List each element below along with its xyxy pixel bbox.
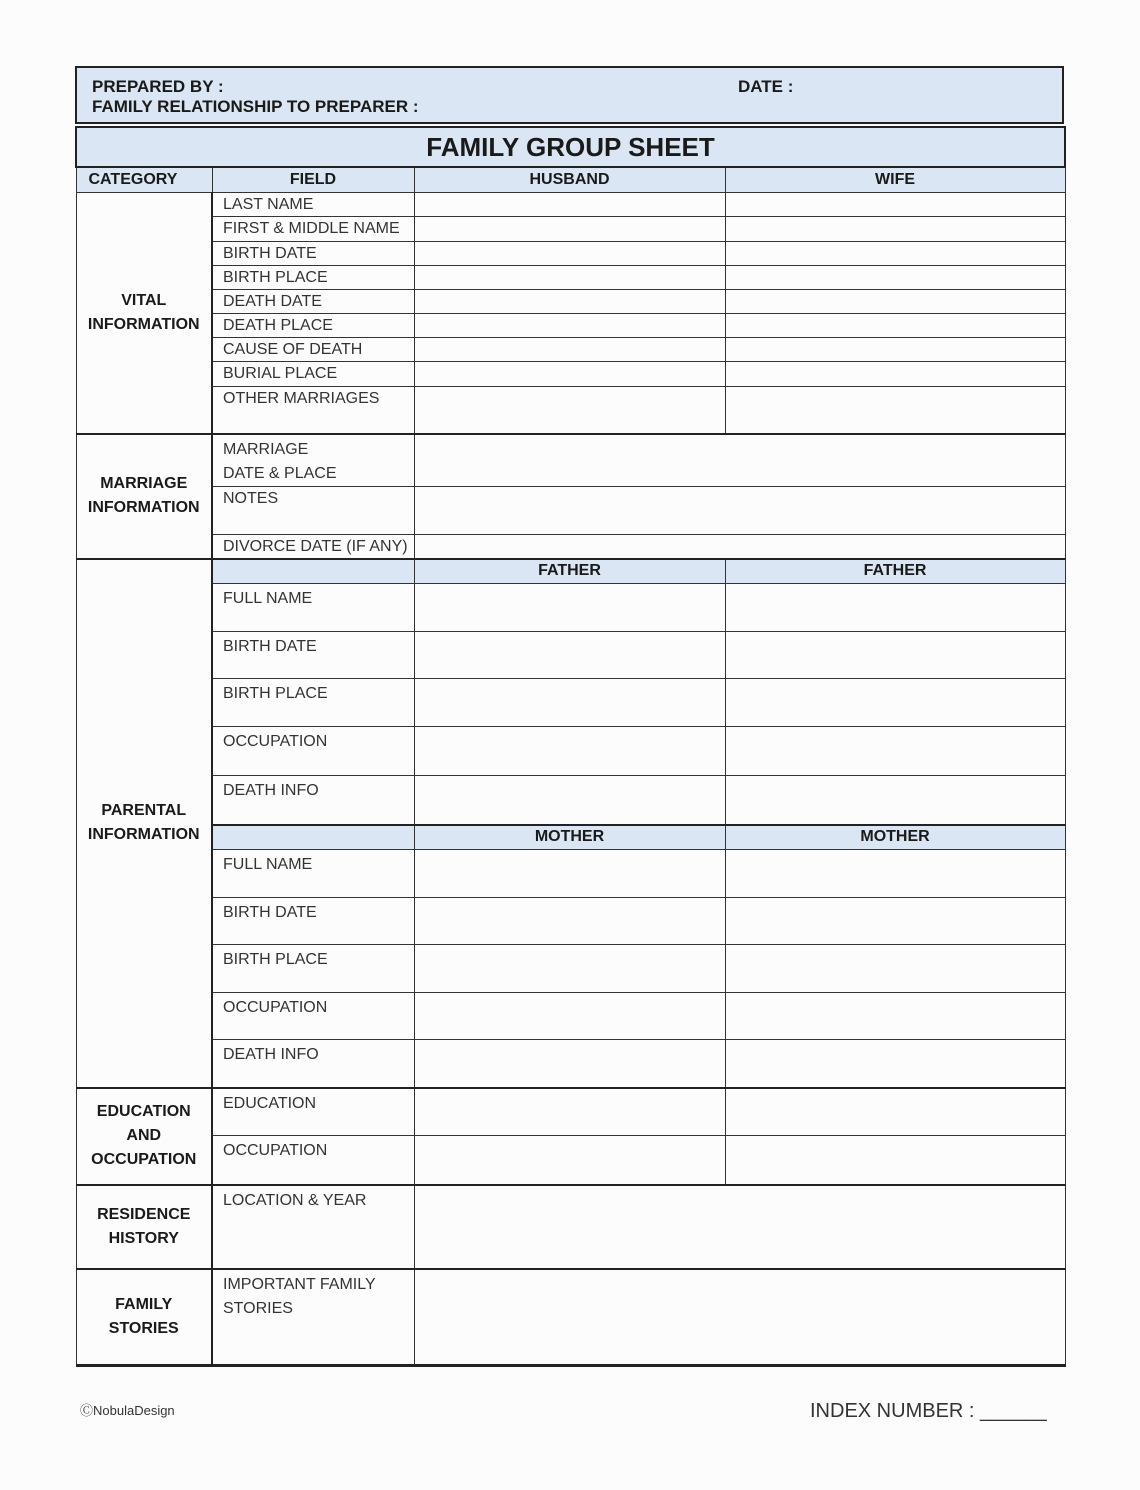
father-subheader-blank <box>212 559 414 584</box>
stories-category-line2: STORIES <box>108 1319 179 1337</box>
marriage-date-place-input[interactable] <box>414 434 1065 487</box>
father-field-occupation: OCCUPATION <box>212 727 414 776</box>
husband-occupation-input[interactable] <box>414 1136 725 1185</box>
husband-death-date-input[interactable] <box>414 289 725 313</box>
sheet-title: FAMILY GROUP SHEET <box>76 127 1065 167</box>
index-number: INDEX NUMBER : ______ <box>810 1400 1047 1422</box>
divorce-date-input[interactable] <box>414 535 1065 559</box>
prepared-by-label: PREPARED BY : <box>92 77 224 96</box>
category-header: CATEGORY <box>76 167 212 192</box>
mother-field-occupation: OCCUPATION <box>212 993 414 1040</box>
husband-burial-place-input[interactable] <box>414 361 725 386</box>
husband-mother-birth-place-input[interactable] <box>414 945 725 993</box>
father-field-full-name: FULL NAME <box>212 584 414 632</box>
wife-mother-birth-date-input[interactable] <box>725 898 1065 945</box>
vital-category <box>76 192 212 434</box>
wife-header: WIFE <box>725 167 1065 192</box>
education-category-line1: EDUCATION <box>96 1103 191 1120</box>
mother-field-birth-date: BIRTH DATE <box>212 898 414 945</box>
marriage-notes-input[interactable] <box>414 487 1065 535</box>
husband-mother-death-info-input[interactable] <box>414 1040 725 1088</box>
marriage-field-date-place <box>212 434 414 487</box>
mother-field-birth-place: BIRTH PLACE <box>212 945 414 993</box>
wife-death-date-input[interactable] <box>725 289 1065 313</box>
mother-field-death-info: DEATH INFO <box>212 1040 414 1088</box>
vital-category-line1: VITAL <box>121 291 167 309</box>
marriage-field-divorce: DIVORCE DATE (IF ANY) <box>212 535 414 559</box>
wife-mother-occupation-input[interactable] <box>725 993 1065 1040</box>
relationship-label: FAMILY RELATIONSHIP TO PREPARER : <box>92 97 419 116</box>
wife-father-birth-place-input[interactable] <box>725 679 1065 727</box>
vital-field-death-place: DEATH PLACE <box>212 313 414 337</box>
education-category-line2: AND <box>126 1127 162 1144</box>
residence-category <box>76 1185 212 1269</box>
education-field-education: EDUCATION <box>212 1088 414 1136</box>
vital-field-last-name: LAST NAME <box>212 192 414 216</box>
marriage-category-line2: INFORMATION <box>87 499 200 517</box>
parental-category-line2: INFORMATION <box>87 826 200 843</box>
date-label: DATE : <box>738 77 794 96</box>
wife-father-full-name-input[interactable] <box>725 584 1065 632</box>
husband-cause-of-death-input[interactable] <box>414 337 725 361</box>
vital-field-first-middle: FIRST & MIDDLE NAME <box>212 216 414 241</box>
mother-field-full-name: FULL NAME <box>212 850 414 898</box>
husband-mother-birth-date-input[interactable] <box>414 898 725 945</box>
husband-father-birth-date-input[interactable] <box>414 632 725 679</box>
wife-education-input[interactable] <box>725 1088 1065 1136</box>
husband-education-input[interactable] <box>414 1088 725 1136</box>
family-stories-input[interactable] <box>414 1269 1065 1366</box>
wife-mother-header: MOTHER <box>725 825 1065 850</box>
husband-father-birth-place-input[interactable] <box>414 679 725 727</box>
stories-field <box>212 1269 414 1366</box>
husband-father-occupation-input[interactable] <box>414 727 725 776</box>
education-field-occupation: OCCUPATION <box>212 1136 414 1185</box>
residence-category-line1: RESIDENCE <box>97 1205 191 1223</box>
wife-father-header: FATHER <box>725 559 1065 584</box>
marriage-category-line1: MARRIAGE <box>100 475 188 493</box>
stories-field-line2: STORIES <box>223 1299 293 1317</box>
vital-field-burial-place: BURIAL PLACE <box>212 361 414 386</box>
marriage-field-line1: MARRIAGE <box>223 441 309 458</box>
parental-category <box>76 559 212 1088</box>
husband-header: HUSBAND <box>414 167 725 192</box>
marriage-category <box>76 434 212 559</box>
wife-father-death-info-input[interactable] <box>725 776 1065 825</box>
wife-mother-birth-place-input[interactable] <box>725 945 1065 993</box>
husband-first-middle-input[interactable] <box>414 216 725 241</box>
residence-category-line2: HISTORY <box>108 1229 179 1247</box>
husband-other-marriages-input[interactable] <box>414 386 725 434</box>
husband-mother-occupation-input[interactable] <box>414 993 725 1040</box>
vital-field-birth-place: BIRTH PLACE <box>212 265 414 289</box>
stories-field-line1: IMPORTANT FAMILY <box>223 1275 376 1293</box>
stories-category <box>76 1269 212 1366</box>
father-field-death-info: DEATH INFO <box>212 776 414 825</box>
vital-field-death-date: DEATH DATE <box>212 289 414 313</box>
wife-death-place-input[interactable] <box>725 313 1065 337</box>
wife-father-occupation-input[interactable] <box>725 727 1065 776</box>
wife-mother-full-name-input[interactable] <box>725 850 1065 898</box>
marriage-field-notes: NOTES <box>212 487 414 535</box>
husband-mother-header: MOTHER <box>414 825 725 850</box>
wife-occupation-input[interactable] <box>725 1136 1065 1185</box>
education-category-line3: OCCUPATION <box>91 1151 197 1168</box>
mother-subheader-blank <box>212 825 414 850</box>
husband-birth-date-input[interactable] <box>414 241 725 265</box>
husband-father-death-info-input[interactable] <box>414 776 725 825</box>
preparer-header <box>75 66 1064 124</box>
vital-field-cause-of-death: CAUSE OF DEATH <box>212 337 414 361</box>
wife-first-middle-input[interactable] <box>725 216 1065 241</box>
husband-father-full-name-input[interactable] <box>414 584 725 632</box>
residence-location-year-input[interactable] <box>414 1185 1065 1269</box>
family-group-sheet <box>75 66 1064 1367</box>
husband-last-name-input[interactable] <box>414 192 725 216</box>
copyright-notice: ⒸNobulaDesign <box>80 1403 175 1418</box>
sheet-table <box>75 126 1066 1367</box>
husband-birth-place-input[interactable] <box>414 265 725 289</box>
husband-father-header: FATHER <box>414 559 725 584</box>
father-field-birth-place: BIRTH PLACE <box>212 679 414 727</box>
vital-category-line2: INFORMATION <box>87 315 200 333</box>
wife-birth-date-input[interactable] <box>725 241 1065 265</box>
wife-burial-place-input[interactable] <box>725 361 1065 386</box>
husband-death-place-input[interactable] <box>414 313 725 337</box>
wife-father-birth-date-input[interactable] <box>725 632 1065 679</box>
wife-last-name-input[interactable] <box>725 192 1065 216</box>
vital-field-other-marriages: OTHER MARRIAGES <box>212 386 414 434</box>
field-header: FIELD <box>212 167 414 192</box>
parental-category-line1: PARENTAL <box>101 802 187 819</box>
education-category <box>76 1088 212 1185</box>
husband-mother-full-name-input[interactable] <box>414 850 725 898</box>
marriage-field-line2: DATE & PLACE <box>223 465 337 482</box>
wife-birth-place-input[interactable] <box>725 265 1065 289</box>
stories-category-line1: FAMILY <box>115 1295 173 1313</box>
wife-cause-of-death-input[interactable] <box>725 337 1065 361</box>
wife-other-marriages-input[interactable] <box>725 386 1065 434</box>
wife-mother-death-info-input[interactable] <box>725 1040 1065 1088</box>
father-field-birth-date: BIRTH DATE <box>212 632 414 679</box>
residence-field-location-year: LOCATION & YEAR <box>212 1185 414 1269</box>
vital-field-birth-date: BIRTH DATE <box>212 241 414 265</box>
